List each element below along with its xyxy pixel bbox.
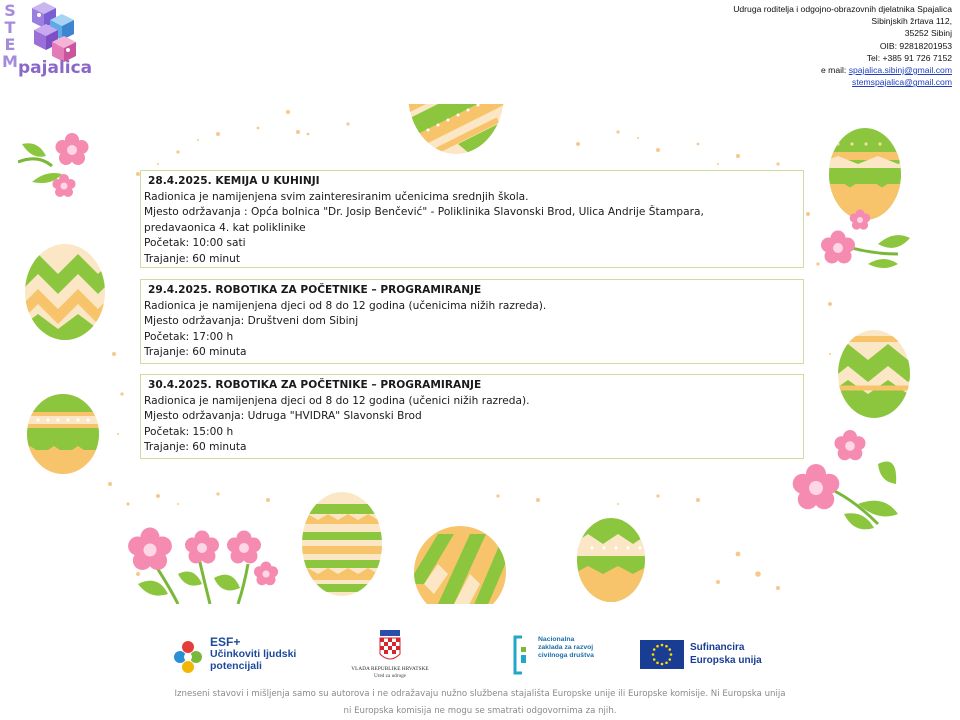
org-oib: OIB: 92818201953: [879, 40, 952, 51]
event-line: Trajanje: 60 minut: [144, 252, 240, 265]
vlada-logo: [340, 627, 440, 681]
flowers-bottom-left: [128, 528, 278, 605]
eu-disclaimer: [140, 686, 820, 719]
logo-letter: S: [4, 1, 16, 20]
org-street: Sibinjskih žrtava 112,: [871, 16, 952, 27]
egg-bottom-3: [573, 514, 658, 604]
org-email-row: [652, 64, 952, 76]
egg-left-1: [18, 234, 118, 354]
esf-logo: [172, 635, 332, 679]
event-line: Početak: 15:00 h: [144, 425, 234, 438]
eu-text-1: Sufinancira: [690, 642, 745, 653]
event-card-3: [140, 374, 804, 459]
event-title: 28.4.2025. KEMIJA U KUHINJI: [148, 175, 320, 187]
funders-logos: [0, 625, 960, 685]
event-card-2: [140, 279, 804, 364]
event-line: Radionica je namijenjena svim zainteresiranim učenicima srednjih škola.: [144, 190, 529, 203]
org-email-label: e mail:: [821, 65, 849, 76]
event-line: Početak: 17:00 h: [144, 330, 234, 343]
nzr-bracket-icon: [512, 635, 534, 675]
org-email-row-2: [652, 76, 952, 88]
logo-word: pajalica: [18, 58, 93, 78]
event-line: predavaonica 4. kat poliklinike: [144, 221, 306, 234]
esf-subtitle: Učinkoviti ljudski potencijali: [210, 648, 297, 672]
egg-top: [398, 104, 518, 164]
event-title: 29.4.2025. ROBOTIKA ZA POČETNIKE – PROGRAMIRANJE: [148, 284, 482, 296]
logo-letter: M: [2, 52, 18, 71]
email-link-2[interactable]: stemspajalica@gmail.com: [852, 77, 952, 88]
event-line: Mjesto održavanja: Društveni dom Sibinj: [144, 315, 359, 328]
eu-text-2: Europska unija: [690, 654, 762, 666]
event-line: Radionica je namijenjena djeci od 8 do 12 godina (učenicima nižih razreda).: [144, 299, 547, 312]
nzr-logo: [510, 631, 600, 685]
disclaimer-line-2: ni Europska komisija ne mogu se smatrati odgovornima za njih.: [343, 705, 617, 716]
org-tel: Tel: +385 91 726 7152: [866, 52, 952, 63]
event-line: Trajanje: 60 minuta: [144, 441, 247, 454]
event-line: Početak: 10:00 sati: [144, 237, 246, 250]
flowers-right-lower: [793, 430, 898, 529]
nzr-text: Nacionalna zaklada za razvoj civilnoga društva: [538, 636, 594, 659]
egg-right-2: [828, 324, 924, 424]
logo-stem-letters: [2, 2, 18, 70]
event-line: Radionica je namijenjena djeci od 8 do 12 godina (učenici nižih razreda).: [144, 394, 530, 407]
eu-flag-icon: [640, 640, 684, 669]
easter-panel: [18, 104, 924, 604]
vlada-subtitle: Ured za udruge: [374, 673, 406, 679]
vlada-title: VLADA REPUBLIKE HRVATSKE: [351, 666, 429, 672]
event-line: Mjesto održavanja : Opća bolnica "Dr. Josip Benčević" - Poliklinika Slavonski Brod, Ulica Andrije Štampara,: [144, 206, 704, 219]
esf-title: ESF+: [210, 635, 241, 649]
organization-info: [652, 3, 952, 88]
org-name: Udruga roditelja i odgojno-obrazovnih djelatnika Spajalica: [733, 4, 952, 14]
logo-letter: T: [4, 18, 16, 37]
event-title: 30.4.2025. ROBOTIKA ZA POČETNIKE – PROGRAMIRANJE: [148, 379, 482, 391]
event-line: Trajanje: 60 minuta: [144, 346, 247, 359]
email-link-1[interactable]: spajalica.sibinj@gmail.com: [848, 65, 952, 76]
stem-spajalica-logo: [0, 0, 93, 82]
org-city: 35252 Sibinj: [904, 28, 952, 39]
cubes-icon: [24, 0, 80, 64]
disclaimer-line-1: Izneseni stavovi i mišljenja samo su autorova i ne odražavaju nužno službena stajališta Europske unije ili Europske komisije. Ni Europska unija: [174, 689, 786, 699]
logo-letter: E: [4, 35, 16, 54]
flowers-top-left: [18, 133, 89, 197]
esf-flower-icon: [172, 639, 204, 675]
egg-bottom-1: [298, 489, 388, 599]
event-card-1: [140, 170, 804, 268]
flowers-right-upper: [821, 209, 910, 268]
eu-text: [690, 642, 762, 667]
egg-right-1: [818, 124, 918, 224]
event-line: Mjesto održavanja: Udruga "HVIDRA" Slavonski Brod: [144, 410, 422, 423]
eu-logo: [640, 640, 780, 672]
egg-left-2: [18, 389, 108, 479]
egg-bottom-2: [408, 524, 518, 604]
croatian-coat-of-arms-icon: [378, 630, 402, 664]
